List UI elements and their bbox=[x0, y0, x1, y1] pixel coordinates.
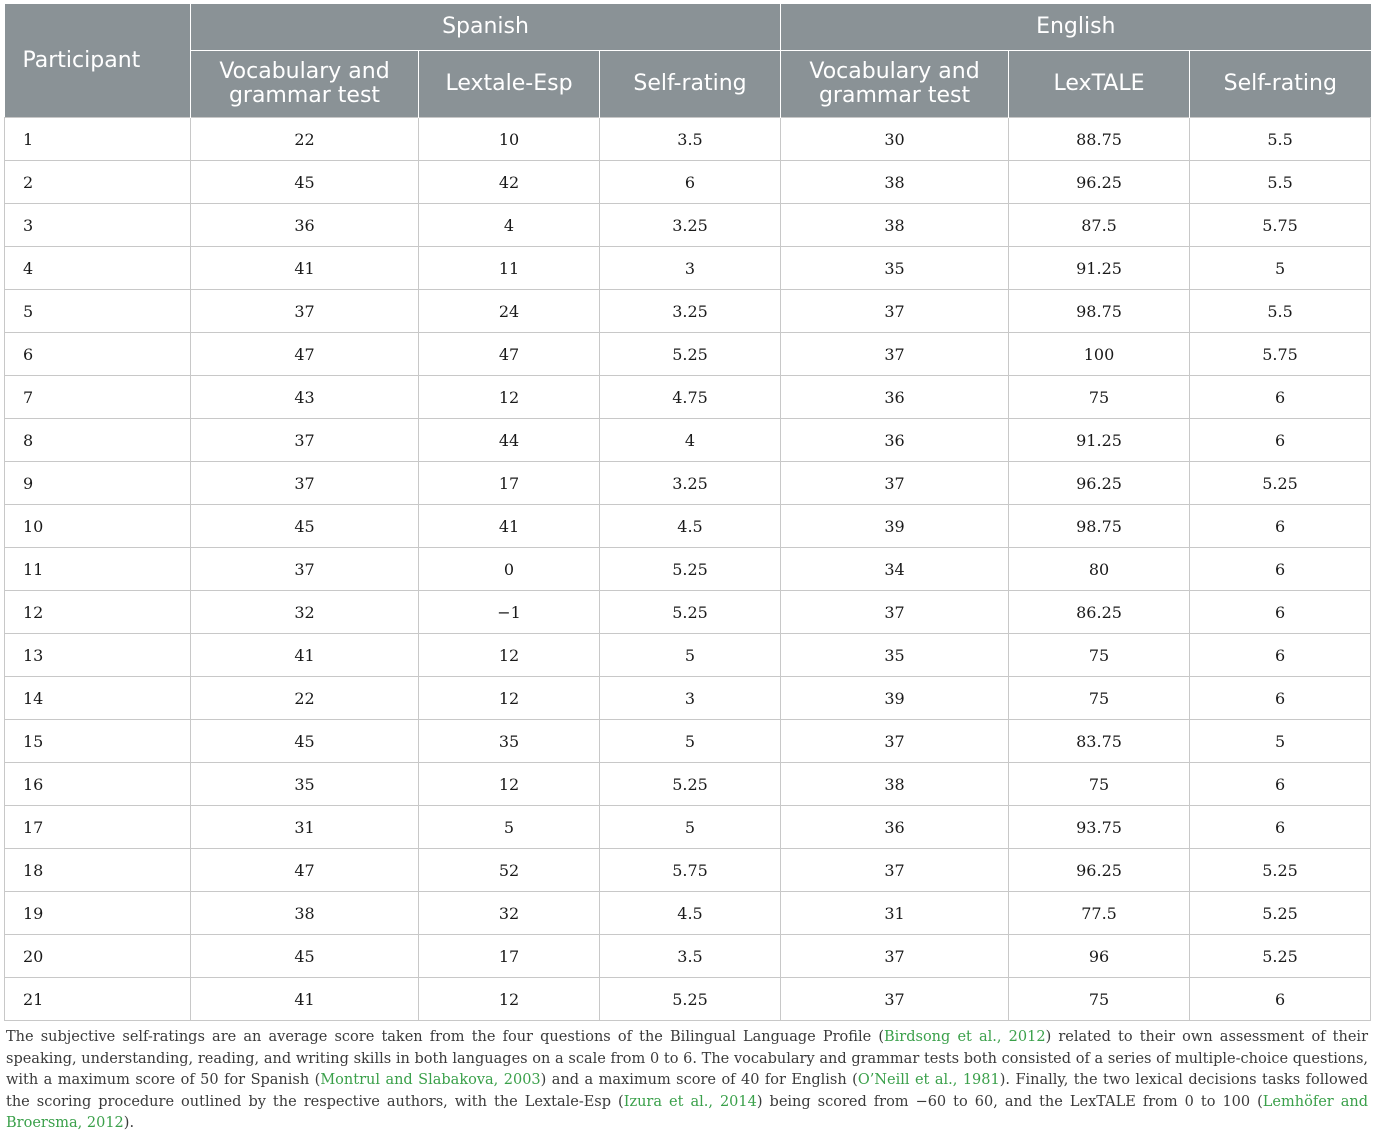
participant-id-cell: 19 bbox=[5, 892, 191, 935]
score-cell: 98.75 bbox=[1009, 290, 1190, 333]
score-cell: 36 bbox=[781, 419, 1009, 462]
score-cell: 96 bbox=[1009, 935, 1190, 978]
table-row bbox=[5, 634, 1371, 677]
table-row bbox=[5, 462, 1371, 505]
table-row bbox=[5, 677, 1371, 720]
score-cell: 38 bbox=[781, 763, 1009, 806]
score-cell: 12 bbox=[419, 763, 600, 806]
score-cell: 37 bbox=[191, 290, 419, 333]
participant-id-cell: 11 bbox=[5, 548, 191, 591]
participant-id-cell: 14 bbox=[5, 677, 191, 720]
score-cell: 3.25 bbox=[600, 462, 781, 505]
score-cell: 45 bbox=[191, 505, 419, 548]
score-cell: 38 bbox=[781, 204, 1009, 247]
score-cell: 4 bbox=[419, 204, 600, 247]
score-cell: 38 bbox=[191, 892, 419, 935]
score-cell: 6 bbox=[1190, 505, 1371, 548]
score-cell: 80 bbox=[1009, 548, 1190, 591]
table-body bbox=[5, 118, 1371, 1021]
table-row bbox=[5, 548, 1371, 591]
score-cell: 4 bbox=[600, 419, 781, 462]
score-cell: 5.5 bbox=[1190, 161, 1371, 204]
participant-id-cell: 4 bbox=[5, 247, 191, 290]
table-row bbox=[5, 892, 1371, 935]
score-cell: 88.75 bbox=[1009, 118, 1190, 161]
score-cell: 41 bbox=[191, 978, 419, 1021]
score-cell: 45 bbox=[191, 161, 419, 204]
score-cell: 37 bbox=[191, 548, 419, 591]
participant-id-cell: 5 bbox=[5, 290, 191, 333]
score-cell: 6 bbox=[1190, 634, 1371, 677]
table-row bbox=[5, 161, 1371, 204]
footnote-text: ) related to their own assessment of their speaking, understanding, reading, and writing skills in both languages on a scale from 0 to 6. The vocabulary and grammar tests both consisted of a series of multiple-choice questions, with a maximum score of 50 for Spanish ( bbox=[6, 1029, 1369, 1088]
citation-link[interactable]: Lemhöfer and Broersma, 2012 bbox=[6, 1093, 1368, 1131]
participant-id-cell: 6 bbox=[5, 333, 191, 376]
score-cell: 37 bbox=[781, 978, 1009, 1021]
participant-id-cell: 17 bbox=[5, 806, 191, 849]
citation-link[interactable]: O’Neill et al., 1981 bbox=[857, 1072, 1000, 1088]
participant-id-cell: 10 bbox=[5, 505, 191, 548]
participant-id-cell: 20 bbox=[5, 935, 191, 978]
score-cell: 47 bbox=[191, 849, 419, 892]
score-cell: 98.75 bbox=[1009, 505, 1190, 548]
participant-id-cell: 21 bbox=[5, 978, 191, 1021]
score-cell: 6 bbox=[1190, 419, 1371, 462]
score-cell: 31 bbox=[781, 892, 1009, 935]
score-cell: 96.25 bbox=[1009, 462, 1190, 505]
score-cell: 75 bbox=[1009, 376, 1190, 419]
score-cell: 5 bbox=[1190, 720, 1371, 763]
score-cell: 4.5 bbox=[600, 892, 781, 935]
score-cell: 5.25 bbox=[600, 591, 781, 634]
score-cell: 37 bbox=[191, 419, 419, 462]
score-cell: 75 bbox=[1009, 677, 1190, 720]
score-cell: 42 bbox=[419, 161, 600, 204]
table-row bbox=[5, 505, 1371, 548]
participant-id-cell: 13 bbox=[5, 634, 191, 677]
footnote-text: The subjective self-ratings are an average score taken from the four questions of the Bilingual Language Profile ( bbox=[6, 1029, 884, 1045]
participant-id-cell: 9 bbox=[5, 462, 191, 505]
score-cell: 45 bbox=[191, 720, 419, 763]
score-cell: 4.75 bbox=[600, 376, 781, 419]
score-cell: 5.75 bbox=[600, 849, 781, 892]
score-cell: 5.75 bbox=[1190, 333, 1371, 376]
table-row bbox=[5, 849, 1371, 892]
score-cell: 0 bbox=[419, 548, 600, 591]
score-cell: 17 bbox=[419, 935, 600, 978]
table-row bbox=[5, 978, 1371, 1021]
score-cell: 6 bbox=[1190, 677, 1371, 720]
score-cell: 93.75 bbox=[1009, 806, 1190, 849]
score-cell: 5 bbox=[600, 720, 781, 763]
score-cell: 5.25 bbox=[1190, 849, 1371, 892]
score-cell: 37 bbox=[781, 720, 1009, 763]
score-cell: 45 bbox=[191, 935, 419, 978]
column-header: Vocabulary and grammar test bbox=[191, 51, 419, 118]
score-cell: 86.25 bbox=[1009, 591, 1190, 634]
score-cell: 3 bbox=[600, 677, 781, 720]
score-cell: −1 bbox=[419, 591, 600, 634]
score-cell: 43 bbox=[191, 376, 419, 419]
score-cell: 41 bbox=[191, 634, 419, 677]
score-cell: 24 bbox=[419, 290, 600, 333]
score-cell: 35 bbox=[781, 247, 1009, 290]
score-cell: 91.25 bbox=[1009, 247, 1190, 290]
participant-id-cell: 8 bbox=[5, 419, 191, 462]
score-cell: 5.25 bbox=[1190, 892, 1371, 935]
footnote-text: ) and a maximum score of 40 for English ( bbox=[540, 1072, 858, 1088]
group-header-english: English bbox=[781, 4, 1371, 51]
score-cell: 6 bbox=[1190, 591, 1371, 634]
citation-link[interactable]: Izura et al., 2014 bbox=[623, 1093, 757, 1110]
score-cell: 3.5 bbox=[600, 935, 781, 978]
score-cell: 17 bbox=[419, 462, 600, 505]
score-cell: 36 bbox=[781, 376, 1009, 419]
footnote-text: ). Finally, the two lexical decisions tasks followed the scoring procedure outlined by the respective authors, with the Lextale-Esp ( bbox=[6, 1072, 1368, 1110]
footnote-text: ) being scored from −60 to 60, and the LexTALE from 0 to 100 ( bbox=[756, 1093, 1263, 1110]
score-cell: 12 bbox=[419, 376, 600, 419]
score-cell: 22 bbox=[191, 118, 419, 161]
table-row bbox=[5, 591, 1371, 634]
score-cell: 36 bbox=[781, 806, 1009, 849]
score-cell: 37 bbox=[781, 591, 1009, 634]
score-cell: 37 bbox=[781, 333, 1009, 376]
score-cell: 32 bbox=[191, 591, 419, 634]
participant-id-cell: 3 bbox=[5, 204, 191, 247]
table-row bbox=[5, 118, 1371, 161]
citation-link[interactable]: Montrul and Slabakova, 2003 bbox=[320, 1072, 541, 1088]
table-row bbox=[5, 376, 1371, 419]
group-header-spanish: Spanish bbox=[191, 4, 781, 51]
table-row bbox=[5, 204, 1371, 247]
score-cell: 12 bbox=[419, 677, 600, 720]
score-cell: 3.25 bbox=[600, 204, 781, 247]
score-cell: 6 bbox=[1190, 806, 1371, 849]
score-cell: 52 bbox=[419, 849, 600, 892]
score-cell: 37 bbox=[781, 849, 1009, 892]
table-row bbox=[5, 720, 1371, 763]
participant-id-cell: 16 bbox=[5, 763, 191, 806]
score-cell: 39 bbox=[781, 505, 1009, 548]
table-row bbox=[5, 935, 1371, 978]
score-cell: 37 bbox=[781, 290, 1009, 333]
score-cell: 87.5 bbox=[1009, 204, 1190, 247]
score-cell: 47 bbox=[419, 333, 600, 376]
table-row bbox=[5, 419, 1371, 462]
score-cell: 5 bbox=[1190, 247, 1371, 290]
score-cell: 35 bbox=[781, 634, 1009, 677]
score-cell: 39 bbox=[781, 677, 1009, 720]
score-cell: 47 bbox=[191, 333, 419, 376]
score-cell: 3 bbox=[600, 247, 781, 290]
score-cell: 30 bbox=[781, 118, 1009, 161]
score-cell: 83.75 bbox=[1009, 720, 1190, 763]
score-cell: 5 bbox=[600, 634, 781, 677]
table-footnote bbox=[6, 1027, 1368, 1135]
table-header bbox=[5, 4, 1371, 118]
score-cell: 6 bbox=[1190, 376, 1371, 419]
score-cell: 12 bbox=[419, 634, 600, 677]
score-cell: 5.25 bbox=[600, 333, 781, 376]
score-cell: 6 bbox=[1190, 978, 1371, 1021]
participant-scores-table bbox=[4, 4, 1371, 1021]
score-cell: 4.5 bbox=[600, 505, 781, 548]
score-cell: 96.25 bbox=[1009, 161, 1190, 204]
participant-id-cell: 1 bbox=[5, 118, 191, 161]
table-figure bbox=[4, 4, 1370, 1135]
participant-id-cell: 7 bbox=[5, 376, 191, 419]
score-cell: 35 bbox=[191, 763, 419, 806]
score-cell: 41 bbox=[191, 247, 419, 290]
score-cell: 5.25 bbox=[600, 548, 781, 591]
score-cell: 31 bbox=[191, 806, 419, 849]
score-cell: 75 bbox=[1009, 634, 1190, 677]
participant-id-cell: 12 bbox=[5, 591, 191, 634]
score-cell: 5 bbox=[419, 806, 600, 849]
score-cell: 36 bbox=[191, 204, 419, 247]
score-cell: 91.25 bbox=[1009, 419, 1190, 462]
score-cell: 96.25 bbox=[1009, 849, 1190, 892]
score-cell: 5.25 bbox=[600, 978, 781, 1021]
score-cell: 22 bbox=[191, 677, 419, 720]
score-cell: 75 bbox=[1009, 763, 1190, 806]
score-cell: 37 bbox=[781, 462, 1009, 505]
score-cell: 12 bbox=[419, 978, 600, 1021]
score-cell: 34 bbox=[781, 548, 1009, 591]
column-header: LexTALE bbox=[1009, 51, 1190, 118]
score-cell: 5.25 bbox=[1190, 462, 1371, 505]
score-cell: 44 bbox=[419, 419, 600, 462]
score-cell: 5.25 bbox=[600, 763, 781, 806]
score-cell: 35 bbox=[419, 720, 600, 763]
table-row bbox=[5, 247, 1371, 290]
score-cell: 32 bbox=[419, 892, 600, 935]
score-cell: 10 bbox=[419, 118, 600, 161]
score-cell: 11 bbox=[419, 247, 600, 290]
score-cell: 75 bbox=[1009, 978, 1190, 1021]
participant-id-cell: 15 bbox=[5, 720, 191, 763]
score-cell: 5 bbox=[600, 806, 781, 849]
footnote-text: ). bbox=[123, 1115, 135, 1131]
score-cell: 3.25 bbox=[600, 290, 781, 333]
score-cell: 41 bbox=[419, 505, 600, 548]
score-cell: 3.5 bbox=[600, 118, 781, 161]
score-cell: 6 bbox=[1190, 548, 1371, 591]
score-cell: 5.25 bbox=[1190, 935, 1371, 978]
table-row bbox=[5, 290, 1371, 333]
score-cell: 37 bbox=[781, 935, 1009, 978]
score-cell: 6 bbox=[600, 161, 781, 204]
score-cell: 77.5 bbox=[1009, 892, 1190, 935]
score-cell: 6 bbox=[1190, 763, 1371, 806]
participant-header: Participant bbox=[5, 4, 191, 118]
table-row bbox=[5, 763, 1371, 806]
table-row bbox=[5, 806, 1371, 849]
score-cell: 5.75 bbox=[1190, 204, 1371, 247]
score-cell: 37 bbox=[191, 462, 419, 505]
participant-id-cell: 2 bbox=[5, 161, 191, 204]
column-header: Self-rating bbox=[600, 51, 781, 118]
column-header: Vocabulary and grammar test bbox=[781, 51, 1009, 118]
score-cell: 5.5 bbox=[1190, 290, 1371, 333]
score-cell: 5.5 bbox=[1190, 118, 1371, 161]
column-header: Lextale-Esp bbox=[419, 51, 600, 118]
score-cell: 100 bbox=[1009, 333, 1190, 376]
participant-id-cell: 18 bbox=[5, 849, 191, 892]
score-cell: 38 bbox=[781, 161, 1009, 204]
column-header: Self-rating bbox=[1190, 51, 1371, 118]
table-row bbox=[5, 333, 1371, 376]
citation-link[interactable]: Birdsong et al., 2012 bbox=[884, 1029, 1046, 1045]
